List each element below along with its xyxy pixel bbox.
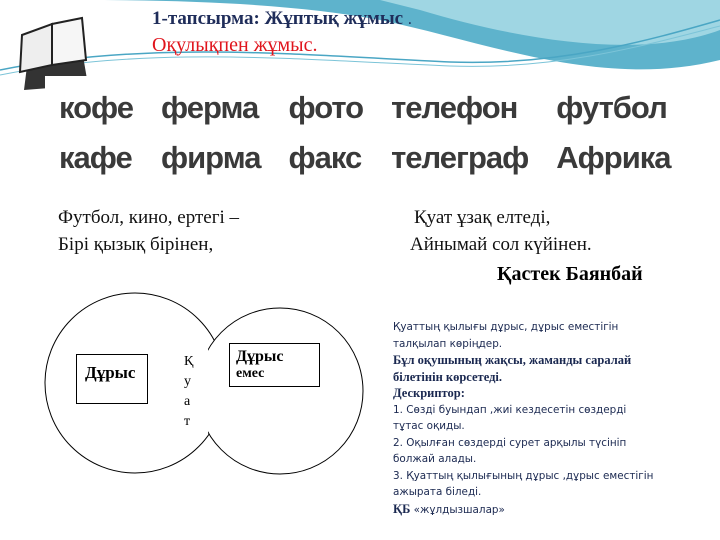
descriptor-panel: Қуаттың қылығы дұрыс, дұрыс еместігін талқылап көріңдер. Бұл оқушының жақсы, жаманды саралай білетінін көрсетеді. Дескриптор: 1. Сөзді буындап ,жиі кездесетін сөздерді тұтас оқиды. 2. Оқылған сөздерді сурет арқылы түсініп болжай алады. 3. Қуаттың қылығының дұрыс ,дұрыс еместігін ажырата біледі. ҚБ «жұлдызшалар» [389, 316, 662, 521]
poem-right: Қуат ұзақ елтеді, Айнымай сол күйінен. [410, 207, 592, 255]
word-pair: ферма фирма [161, 90, 261, 175]
word-pair: кофе кафе [59, 90, 133, 175]
word-pair: футбол Африка [556, 90, 671, 175]
word-pair: фото факс [288, 90, 364, 175]
task-subtitle: Оқулықпен жұмыс. [152, 34, 318, 56]
task-title: 1-тапсырма: Жұптық жұмыс . [152, 8, 412, 29]
incorrect-box: Дұрыс емес [229, 343, 320, 387]
correct-box: Дұрыс [76, 354, 148, 404]
word-pairs-image [45, 76, 671, 190]
poem-left: Футбол, кино, ертегі – Бірі қызық бірінен, [58, 207, 240, 255]
center-word: Қ у а т [184, 354, 194, 429]
word-pair: телефон телеграф [391, 90, 529, 175]
poem-author: Қастек Баянбай [497, 263, 643, 285]
